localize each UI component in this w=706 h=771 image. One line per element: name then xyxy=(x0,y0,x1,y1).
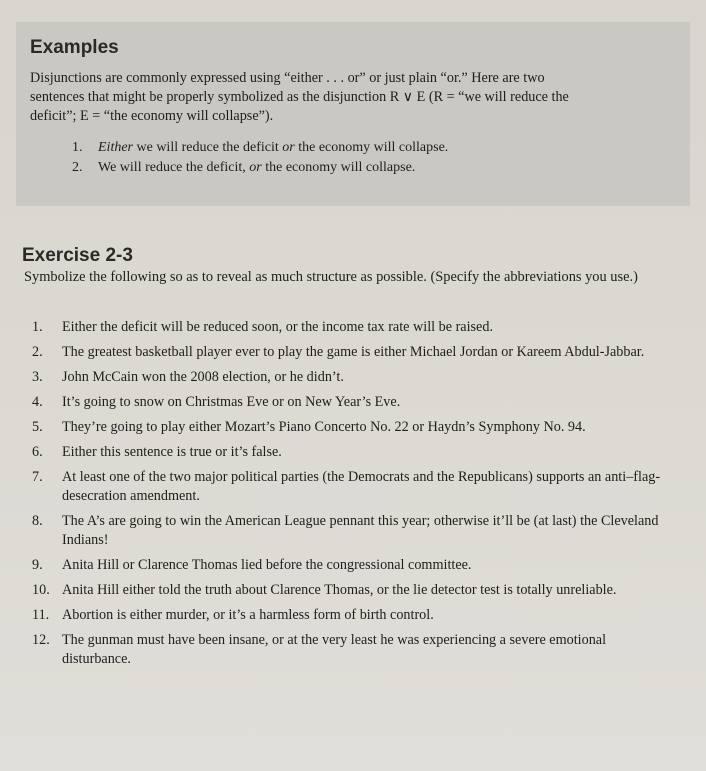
problem-number: 3. xyxy=(32,369,43,385)
examples-intro-line: sentences that might be properly symbolized as the disjunction R ∨ E (R = “we will reduce the xyxy=(30,89,569,105)
exercise-heading: Exercise 2-3 xyxy=(22,245,133,266)
examples-intro-line: deficit”; E = “the economy will collapse”). xyxy=(30,108,274,124)
example-text xyxy=(98,158,415,178)
example-item xyxy=(72,138,672,158)
problem-text: At least one of the two major political parties (the Democrats and the Republicans) supports an anti–flag-desecration amendment. xyxy=(62,469,661,504)
example-number: 2. xyxy=(72,160,83,175)
problem-number: 4. xyxy=(32,394,43,410)
problem-item xyxy=(32,606,672,625)
problem-item xyxy=(32,468,672,506)
problem-number: 9. xyxy=(32,557,43,573)
problem-text: Abortion is either murder, or it’s a harmless form of birth control. xyxy=(62,607,434,623)
problem-item xyxy=(32,512,672,550)
problem-item xyxy=(32,631,672,669)
problem-number: 7. xyxy=(32,469,43,485)
problem-text: John McCain won the 2008 election, or he didn’t. xyxy=(62,369,344,385)
examples-intro-paragraph xyxy=(30,69,660,126)
problem-item xyxy=(32,368,672,387)
problem-number: 11. xyxy=(32,607,50,623)
problem-text: The A’s are going to win the American League pennant this year; otherwise it’ll be (at last) the Cleveland Indians! xyxy=(62,513,659,548)
example-text xyxy=(98,138,448,158)
problem-item xyxy=(32,443,672,462)
example-text-part: We will reduce the deficit, xyxy=(98,160,250,175)
problem-text: The gunman must have been insane, or at the very least he was experiencing a severe emotional disturbance. xyxy=(62,632,607,667)
problem-text: Anita Hill or Clarence Thomas lied before the congressional committee. xyxy=(62,557,472,573)
problem-item xyxy=(32,418,672,437)
problem-text: The greatest basketball player ever to play the game is either Michael Jordan or Kareem Abdul-Jabbar. xyxy=(62,344,645,360)
problem-text: Either this sentence is true or it’s false. xyxy=(62,444,282,460)
problem-number: 2. xyxy=(32,344,43,360)
problem-item xyxy=(32,581,672,600)
problem-number: 12. xyxy=(32,632,50,648)
problem-item xyxy=(32,318,672,337)
problem-text: They’re going to play either Mozart’s Piano Concerto No. 22 or Haydn’s Symphony No. 94. xyxy=(62,419,586,435)
problem-item xyxy=(32,393,672,412)
example-text-part: the economy will collapse. xyxy=(294,140,449,155)
problem-number: 5. xyxy=(32,419,43,435)
problem-item xyxy=(32,343,672,362)
exercise-problem-list xyxy=(32,318,672,674)
examples-heading: Examples xyxy=(30,37,119,58)
problem-number: 10. xyxy=(32,582,50,598)
example-emphasis: or xyxy=(249,160,262,175)
examples-list xyxy=(72,138,672,178)
problem-number: 8. xyxy=(32,513,43,529)
example-emphasis: or xyxy=(282,140,295,155)
exercise-instructions: Symbolize the following so as to reveal as much structure as possible. (Specify the abbreviations you use.) xyxy=(24,269,638,285)
example-text-part: the economy will collapse. xyxy=(261,160,416,175)
problem-text: Either the deficit will be reduced soon, or the income tax rate will be raised. xyxy=(62,319,493,335)
problem-item xyxy=(32,556,672,575)
example-number: 1. xyxy=(72,140,83,155)
examples-intro-line: Disjunctions are commonly expressed using “either . . . or” or just plain “or.” Here are two xyxy=(30,70,545,86)
problem-text: Anita Hill either told the truth about Clarence Thomas, or the lie detector test is totally unreliable. xyxy=(62,582,617,598)
example-emphasis: Either xyxy=(98,140,133,155)
problem-number: 1. xyxy=(32,319,43,335)
example-item xyxy=(72,158,672,178)
example-text-part: we will reduce the deficit xyxy=(133,140,283,155)
problem-number: 6. xyxy=(32,444,43,460)
problem-text: It’s going to snow on Christmas Eve or on New Year’s Eve. xyxy=(62,394,401,410)
